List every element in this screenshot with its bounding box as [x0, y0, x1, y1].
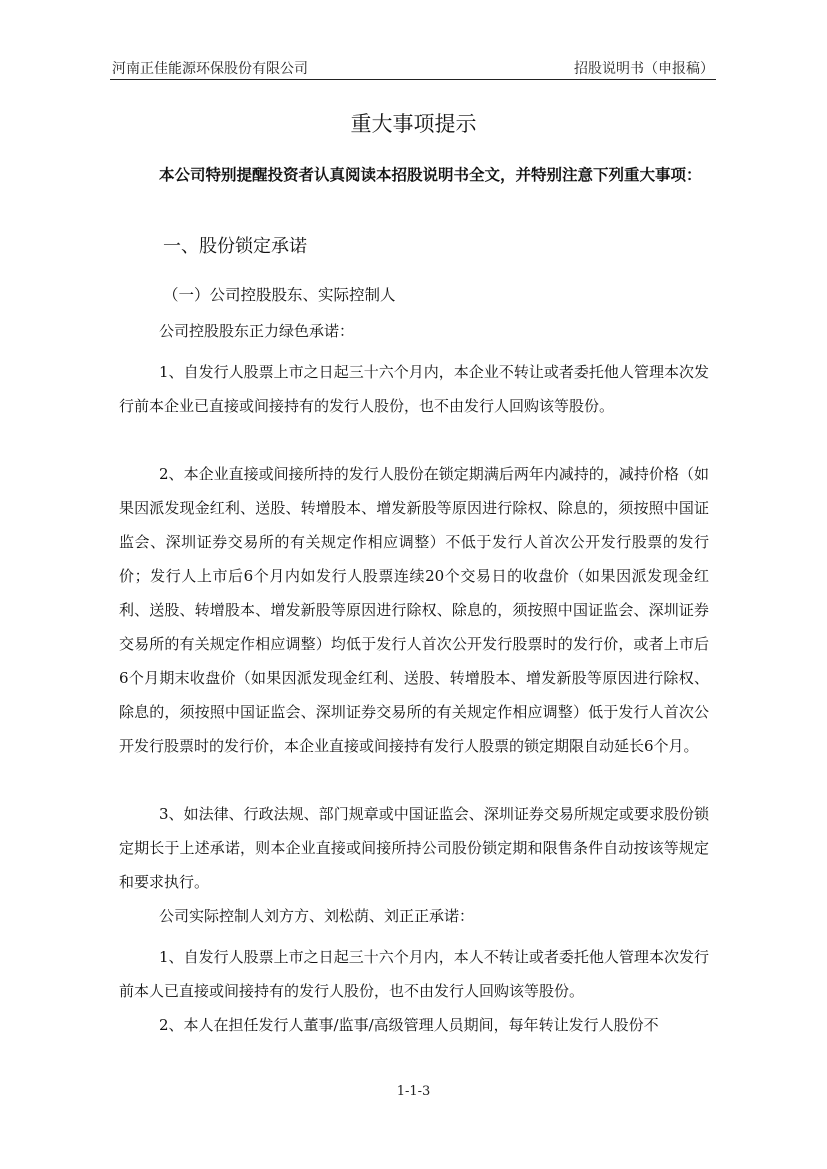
important-notice: 本公司特别提醒投资者认真阅读本招股说明书全文，并特别注意下列重大事项：	[159, 165, 702, 184]
actual-controller-intro: 公司实际控制人刘方方、刘松荫、刘正正承诺：	[159, 907, 475, 925]
header-document-type: 招股说明书（申报稿）	[574, 61, 714, 77]
header-company-name: 河南正佳能源环保股份有限公司	[112, 61, 308, 77]
subsection-heading-controlling-shareholder: （一）公司控股股东、实际控制人	[163, 286, 396, 304]
section-heading-share-lockup: 一、股份锁定承诺	[163, 236, 307, 257]
page-number: 1-1-3	[396, 1084, 431, 1099]
controlling-commitment-2: 2、本企业直接或间接所持的发行人股份在锁定期满后两年内减持的，减持价格（如果因派发现金红利、送股、转增股本、增发新股等原因进行除权、除息的，须按照中国证监会、深圳证券交易所的有关规定作相应调整）不低于发行人首次公开发行股票的发行价；发行人上市后6个月内如发行人股票连续20个交易日的收盘价（如果因派发现金红利、送股、转增股本、增发新股等原因进行除权、除息的，须按照中国证监会、深圳证券交易所的有关规定作相应调整）均低于发行人首次公开发行股票时的发行价，或者上市后6个月期末收盘价（如果因派发现金红利、送股、转增股本、增发新股等原因进行除权、除息的，须按照中国证监会、深圳证券交易所的有关规定作相应调整）低于发行人首次公开发行股票时的发行价，本企业直接或间接持有发行人股票的锁定期限自动延长6个月。	[119, 465, 709, 755]
controlling-shareholder-intro: 公司控股股东正力绿色承诺：	[159, 322, 355, 340]
controlling-commitment-3: 3、如法律、行政法规、部门规章或中国证监会、深圳证券交易所规定或要求股份锁定期长于上述承诺，则本企业直接或间接所持公司股份锁定期和限售条件自动按该等规定和要求执行。	[119, 805, 709, 891]
actual-controller-commitment-1: 1、自发行人股票上市之日起三十六个月内，本人不转让或者委托他人管理本次发行前本人已直接或间接持有的发行人股份，也不由发行人回购该等股份。	[119, 948, 709, 1000]
controlling-commitment-1: 1、自发行人股票上市之日起三十六个月内，本企业不转让或者委托他人管理本次发行前本企业已直接或间接持有的发行人股份，也不由发行人回购该等股份。	[119, 363, 709, 415]
page-title: 重大事项提示	[350, 112, 477, 136]
actual-controller-commitment-2: 2、本人在担任发行人董事/监事/高级管理人员期间，每年转让发行人股份不	[159, 1016, 659, 1034]
page-header	[110, 57, 716, 80]
